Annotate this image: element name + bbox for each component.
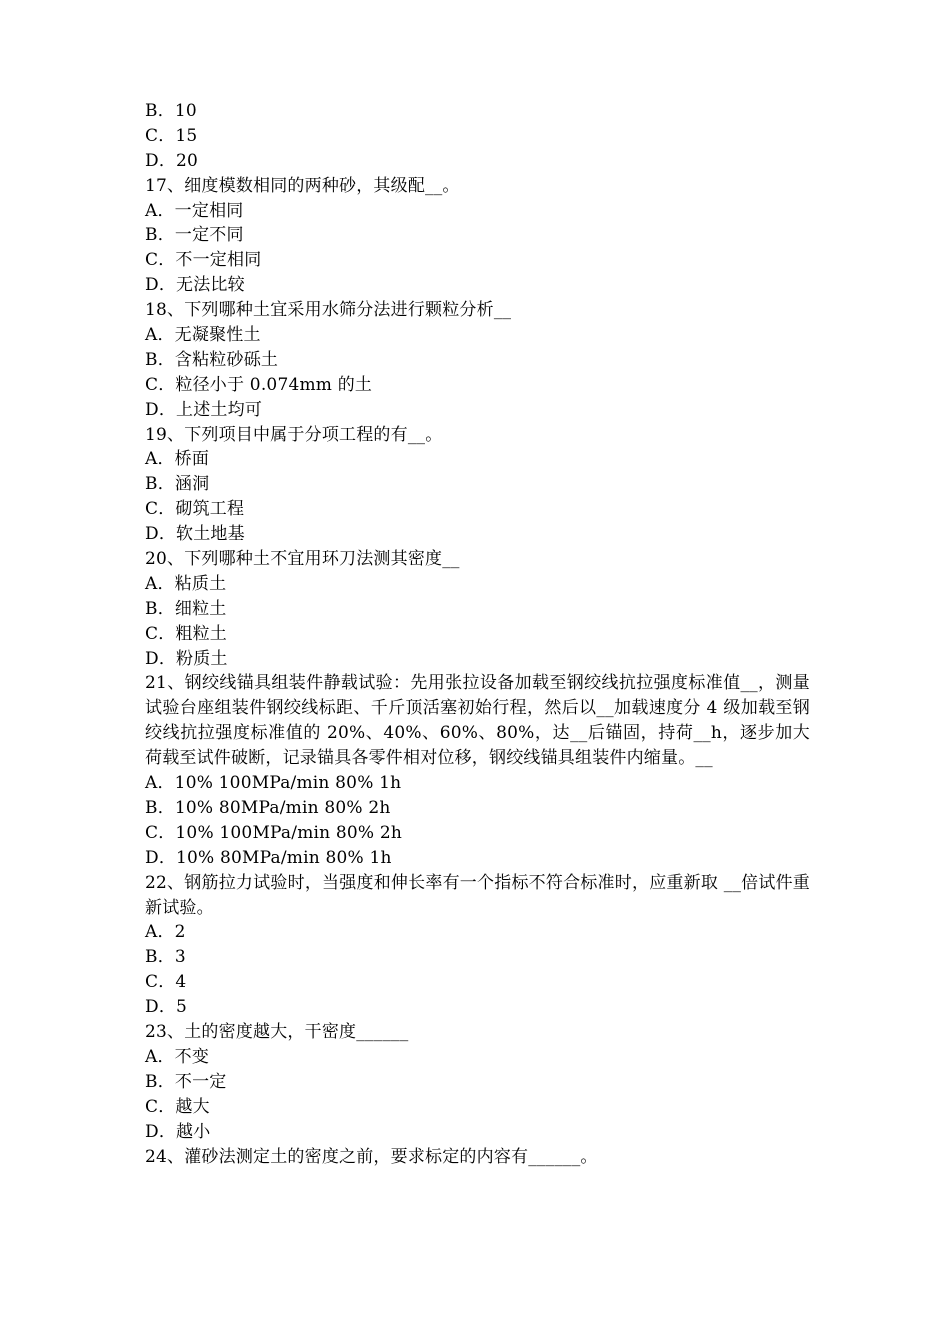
option-line: D．越小: [145, 1121, 211, 1142]
option-line: C．砌筑工程: [145, 499, 245, 520]
option-line: C．粗粒土: [145, 623, 228, 644]
option-line: A．一定相同: [145, 200, 244, 221]
question-24: 24、灌砂法测定土的密度之前，要求标定的内容有______。: [145, 1146, 598, 1167]
option-line: A．2: [145, 922, 186, 943]
question-18: 18、下列哪种土宜采用水筛分法进行颗粒分析__: [145, 300, 512, 321]
question-17: 17、细度模数相同的两种砂，其级配__。: [145, 175, 460, 196]
option-line: C．不一定相同: [145, 250, 262, 271]
option-line: D．10% 80MPa/min 80% 1h: [145, 847, 392, 868]
option-line: D．5: [145, 997, 188, 1018]
option-line: D．粉质土: [145, 648, 228, 669]
option-line: C．15: [145, 125, 198, 146]
option-line: D．软土地基: [145, 524, 245, 545]
option-line: A．10% 100MPa/min 80% 1h: [145, 773, 402, 794]
option-line: B．细粒土: [145, 598, 227, 619]
option-line: B．10: [145, 101, 197, 121]
question-19: 19、下列项目中属于分项工程的有__。: [145, 424, 443, 445]
option-line: B．不一定: [145, 1071, 227, 1092]
question-22: 22、钢筋拉力试验时，当强度和伸长率有一个指标不符合标准时，应重新取 __倍试件重新试验。: [145, 872, 810, 918]
question-21: 21、钢绞线锚具组装件静载试验：先用张拉设备加载至钢绞线抗拉强度标准值__，测量试验台座组装件钢绞线标距、千斤顶活塞初始行程，然后以__加载速度分 4 级加载至钢绞线抗拉强度标准值的 20%、40%、60%、80%，达__后锚固，持荷__h，逐步加大荷载至试件破断，记录锚具各零件相对位移，钢绞线锚具组装件内缩量。__: [145, 673, 810, 769]
option-line: C．越大: [145, 1096, 210, 1117]
option-line: C．粒径小于 0.074mm 的土: [145, 374, 373, 395]
option-line: B．一定不同: [145, 225, 244, 246]
question-20: 20、下列哪种土不宜用环刀法测其密度__: [145, 549, 460, 570]
option-line: C．10% 100MPa/min 80% 2h: [145, 822, 403, 843]
option-line: A．不变: [145, 1046, 210, 1067]
question-23: 23、土的密度越大，干密度______: [145, 1022, 409, 1043]
document-page: [145, 99, 810, 1169]
option-line: A．粘质土: [145, 573, 227, 594]
option-line: B．10% 80MPa/min 80% 2h: [145, 798, 391, 818]
option-line: C．4: [145, 972, 187, 993]
option-line: A．无凝聚性土: [145, 325, 261, 346]
option-line: B．涵洞: [145, 474, 210, 495]
option-line: D．20: [145, 150, 199, 171]
option-line: D．上述土均可: [145, 399, 263, 420]
option-line: D．无法比较: [145, 275, 245, 296]
option-line: B．3: [145, 947, 186, 968]
option-line: B．含粘粒砂砾土: [145, 349, 279, 370]
option-line: A．桥面: [145, 449, 210, 470]
